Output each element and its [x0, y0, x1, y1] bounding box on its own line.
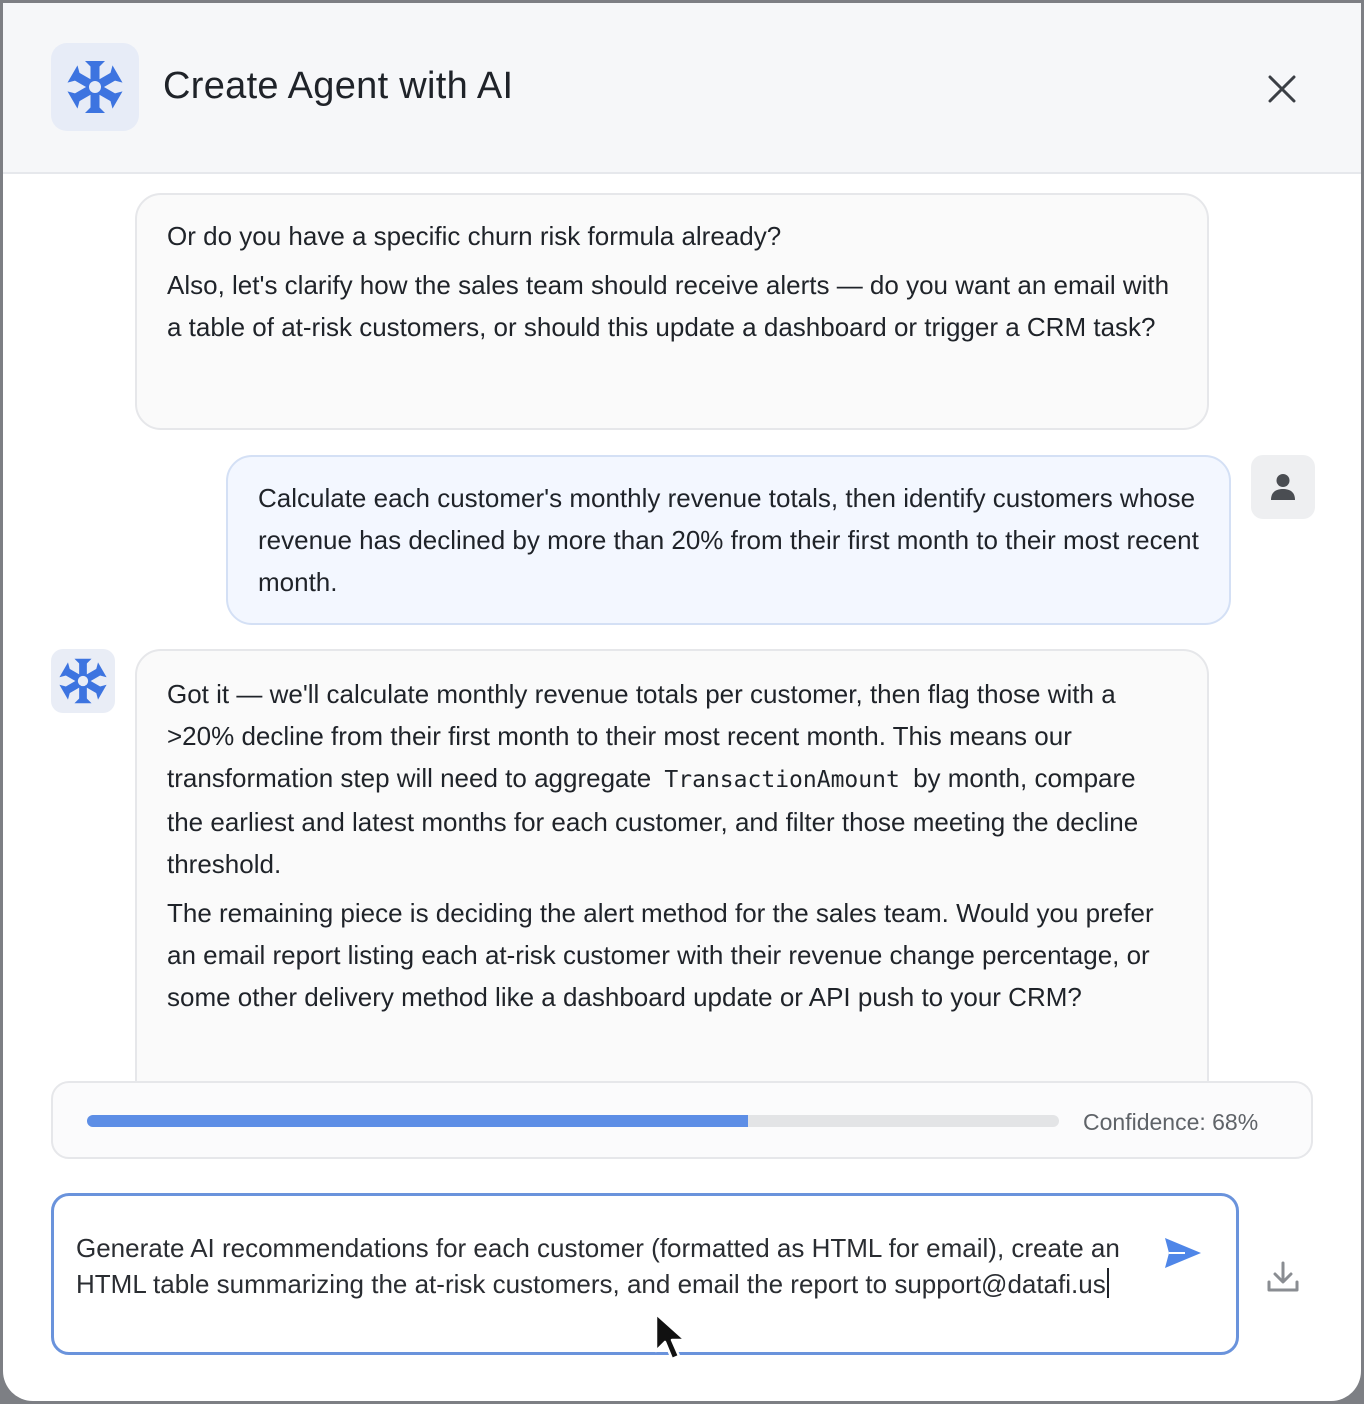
message-text: Or do you have a specific churn risk formula already?: [167, 221, 782, 251]
confidence-progress-track: [87, 1115, 1059, 1127]
chat-history[interactable]: [3, 221, 1361, 1063]
close-button[interactable]: [1260, 67, 1304, 111]
snowflake-icon: [67, 59, 123, 115]
assistant-message: [135, 193, 1209, 430]
input-value: Generate AI recommendations for each customer (formatted as HTML for email), create an HTML table summarizing the at-risk customers, and email the report to support@datafi.us: [76, 1233, 1120, 1299]
message-input-text[interactable]: [76, 1230, 1136, 1302]
snowflake-icon: [59, 657, 107, 705]
message-text: by month, compare the earliest and latest months for each customer, and filter those meeting the decline threshold.: [167, 763, 1139, 879]
logo: [51, 43, 139, 131]
dialog-header: [3, 3, 1361, 174]
assistant-message: [135, 649, 1209, 1119]
create-agent-dialog: [3, 3, 1361, 1401]
person-icon: [1270, 473, 1296, 501]
message-text: Got it — we'll calculate monthly revenue totals per customer, then flag those with a >20% decline from their first month to their most recent month. This means our transformation step will need to aggregate: [167, 679, 1116, 793]
send-icon: [1163, 1236, 1203, 1270]
assistant-avatar: [51, 649, 115, 713]
confidence-label: Confidence: 68%: [1083, 1109, 1259, 1135]
send-button[interactable]: [1156, 1228, 1210, 1278]
download-icon: [1265, 1259, 1301, 1295]
close-icon: [1266, 73, 1298, 105]
message-input[interactable]: [51, 1193, 1239, 1355]
message-paragraph: [167, 673, 1177, 885]
message-text: The remaining piece is deciding the alert method for the sales team. Would you prefer an email report listing each at-risk customer with their revenue change percentage, or some other delivery method like a dashboard update or API push to your CRM?: [167, 898, 1154, 1012]
user-avatar: [1251, 455, 1315, 519]
dialog-title: Create Agent with AI: [163, 65, 514, 107]
confidence-meter: [51, 1081, 1313, 1159]
download-button[interactable]: [1259, 1253, 1307, 1301]
message-text: Also, let's clarify how the sales team should receive alerts — do you want an email with a table of at-risk customers, or should this update a dashboard or trigger a CRM task?: [167, 270, 1170, 342]
message-text: Calculate each customer's monthly revenue totals, then identify customers whose revenue has declined by more than 20% from their first month to their most recent month.: [258, 483, 1199, 597]
text-caret: [1107, 1268, 1109, 1298]
user-message: [226, 455, 1231, 625]
code-span: TransactionAmount: [664, 767, 900, 793]
confidence-progress-fill: [87, 1115, 748, 1127]
